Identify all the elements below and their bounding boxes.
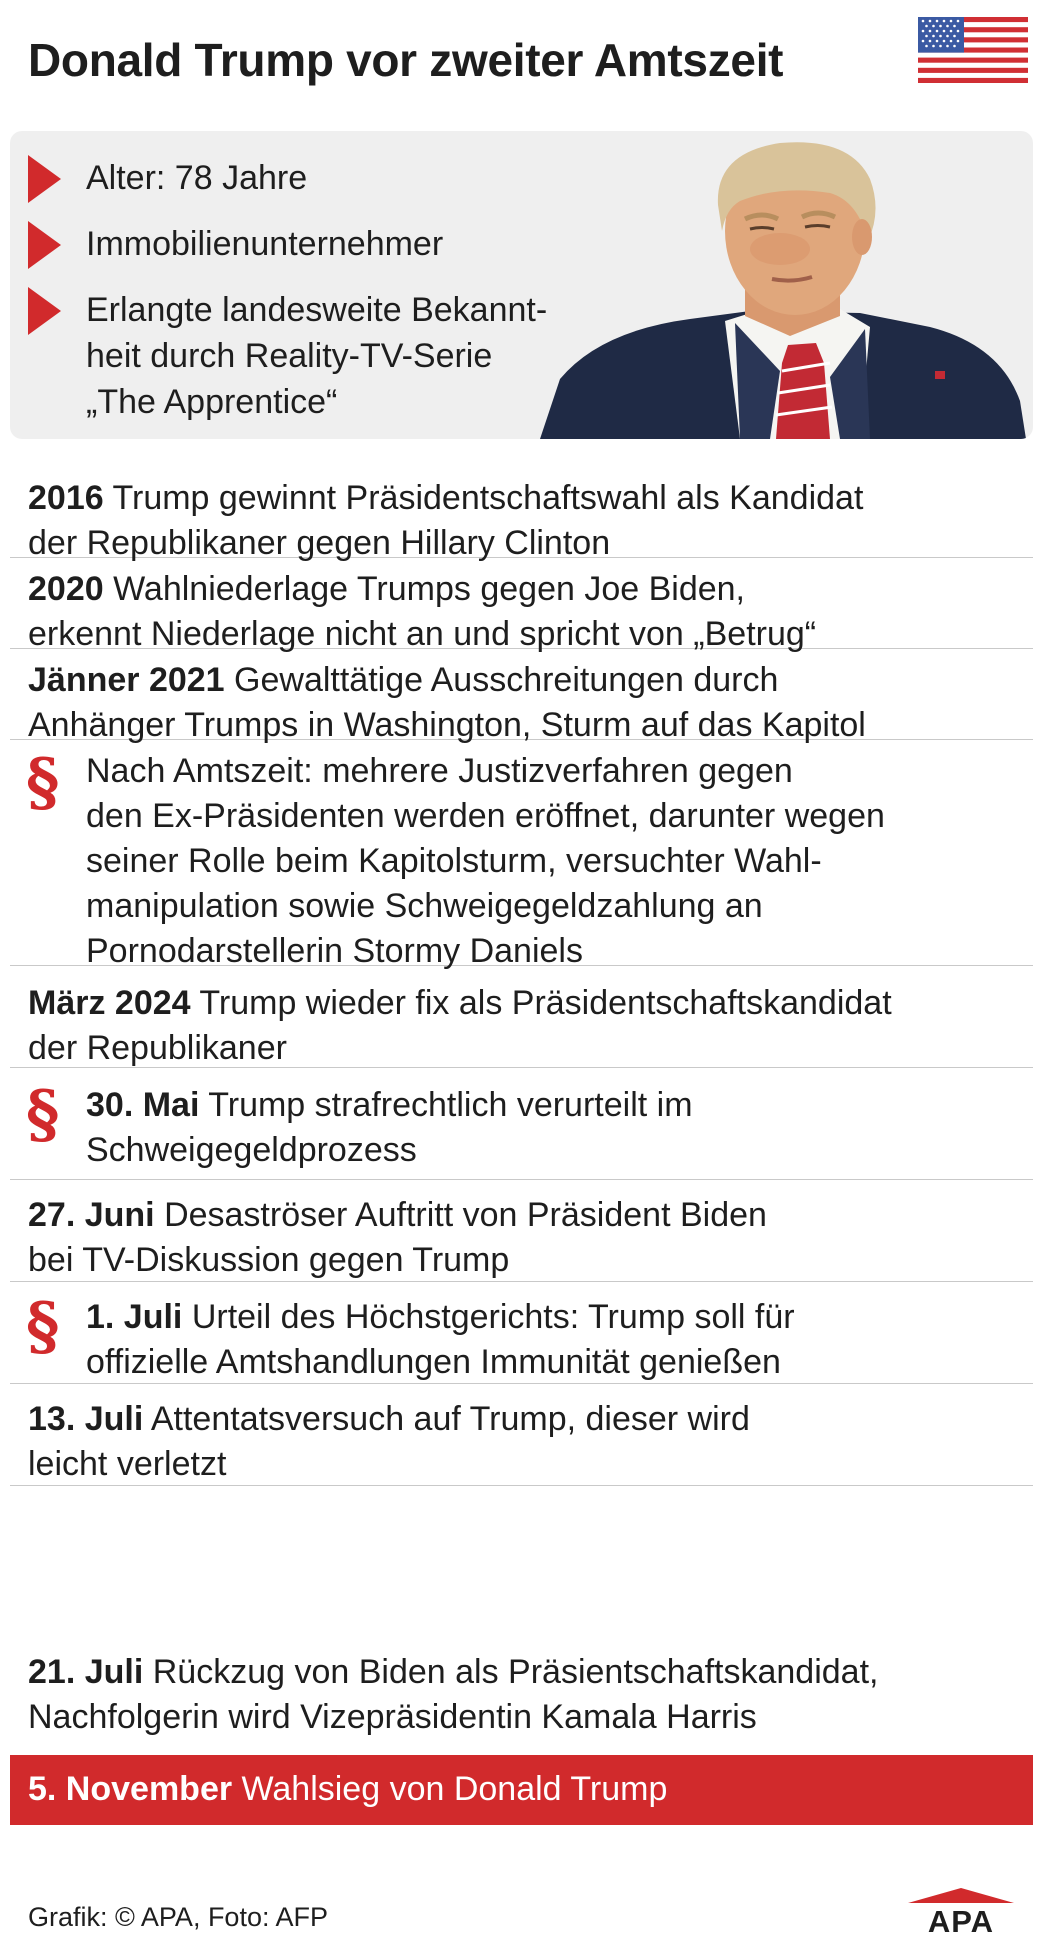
timeline-line	[28, 1397, 1013, 1442]
timeline-line-text: Trump gewinnt Präsidentschaftswahl als Kandidat	[112, 479, 864, 517]
page-title: Donald Trump vor zweiter Amtszeit	[28, 34, 784, 86]
timeline-text	[86, 1295, 1013, 1385]
timeline-text	[28, 658, 1013, 748]
timeline-date: 13. Juli	[28, 1400, 144, 1438]
timeline-line-text: Trump strafrechtlich verurteilt im	[208, 1086, 693, 1124]
timeline-line: der Republikaner	[28, 1029, 287, 1067]
timeline-text	[28, 981, 1013, 1071]
timeline-date: 1. Juli	[86, 1298, 183, 1336]
timeline-date: 2016	[28, 479, 104, 517]
paragraph-icon: §	[26, 1077, 60, 1152]
final-text	[28, 1766, 667, 1812]
timeline-row-jan-2021	[10, 648, 1033, 744]
paragraph-icon: §	[26, 1289, 60, 1364]
fact-line: heit durch Reality-TV-Serie	[86, 337, 493, 375]
trump-portrait	[540, 131, 1033, 439]
timeline-text	[86, 749, 1013, 974]
timeline-line-text: Gewalttätige Ausschreitungen durch	[234, 661, 779, 699]
final-event: Wahlsieg von Donald Trump	[241, 1770, 668, 1808]
timeline-row-2016	[10, 466, 1033, 562]
apa-logo	[902, 1888, 1020, 1934]
timeline-line-text: Desaströser Auftritt von Präsident Biden	[164, 1196, 767, 1234]
triangle-bullet-icon	[28, 221, 61, 269]
timeline-date: 30. Mai	[86, 1086, 200, 1124]
fact-line: Alter: 78 Jahre	[86, 159, 308, 197]
timeline-line: den Ex-Präsidenten werden eröffnet, darunter wegen	[86, 797, 885, 835]
timeline-line: Nachfolgerin wird Vizepräsidentin Kamala Harris	[28, 1698, 757, 1736]
timeline-line	[28, 1650, 1013, 1695]
timeline-line	[28, 658, 1013, 703]
timeline-line: Schweigegeldprozess	[86, 1131, 417, 1169]
timeline-row-21-juli-content	[10, 1636, 1033, 1755]
final-date: 5. November	[28, 1770, 233, 1808]
timeline-line	[28, 981, 1013, 1026]
timeline-line-text: Trump wieder fix als Präsidentschaftskandidat	[199, 984, 892, 1022]
timeline-line	[86, 1083, 1013, 1128]
timeline-line: bei TV-Diskussion gegen Trump	[28, 1241, 510, 1279]
timeline-line: leicht verletzt	[28, 1445, 227, 1483]
timeline-line	[28, 567, 1013, 612]
timeline-line: Pornodarstellerin Stormy Daniels	[86, 932, 583, 970]
timeline-date: 21. Juli	[28, 1653, 144, 1691]
timeline-line: seiner Rolle beim Kapitolsturm, versuchter Wahl-	[86, 842, 822, 880]
timeline-date: März 2024	[28, 984, 191, 1022]
timeline-text	[28, 1193, 1013, 1283]
timeline-text	[86, 1083, 1013, 1173]
timeline-date: Jänner 2021	[28, 661, 225, 699]
triangle-bullet-icon	[28, 155, 61, 203]
us-flag-icon	[918, 17, 1028, 83]
timeline-line-text: Attentatsversuch auf Trump, dieser wird	[150, 1400, 750, 1438]
fact-text	[86, 287, 547, 425]
timeline-text	[28, 1397, 1013, 1487]
credit-line: Grafik: © APA, Foto: AFP	[28, 1902, 328, 1932]
timeline-row-1-juli	[10, 1281, 1033, 1384]
fact-line: „The Apprentice“	[86, 383, 338, 421]
timeline-date: 27. Juni	[28, 1196, 155, 1234]
timeline-line-text: Urteil des Höchstgerichts: Trump soll für	[191, 1298, 795, 1336]
timeline-line: Anhänger Trumps in Washington, Sturm auf das Kapitol	[28, 706, 866, 744]
timeline-line	[86, 1295, 1013, 1340]
svg-text:APA: APA	[927, 1904, 995, 1934]
fact-line: Immobilienunternehmer	[86, 225, 444, 263]
fact-text	[86, 221, 443, 267]
profile-panel	[10, 131, 1033, 439]
timeline-line: erkennt Niederlage nicht an und spricht von „Betrug“	[28, 615, 817, 653]
timeline-line	[28, 476, 1013, 521]
timeline-text	[28, 567, 1013, 657]
timeline-row-2020	[10, 557, 1033, 653]
timeline-row-30-mai	[10, 1067, 1033, 1180]
timeline-text	[28, 1650, 1013, 1740]
triangle-bullet-icon	[28, 287, 61, 335]
timeline-line: der Republikaner gegen Hillary Clinton	[28, 524, 611, 562]
final-highlight-row	[10, 1755, 1033, 1825]
timeline-date: 2020	[28, 570, 104, 608]
timeline-row-legal-proceedings	[10, 739, 1033, 970]
paragraph-icon: §	[26, 745, 60, 820]
timeline-line: manipulation sowie Schweigegeldzahlung an	[86, 887, 763, 925]
fact-line: Erlangte landesweite Bekannt-	[86, 291, 548, 329]
timeline-line-text: Wahlniederlage Trumps gegen Joe Biden,	[113, 570, 745, 608]
timeline-text	[28, 476, 1013, 566]
timeline-line: offizielle Amtshandlungen Immunität genießen	[86, 1343, 781, 1381]
timeline-row-march-2024	[10, 965, 1033, 1068]
timeline-line	[28, 1193, 1013, 1238]
timeline-line: Nach Amtszeit: mehrere Justizverfahren gegen	[86, 752, 793, 790]
timeline-line-text: Rückzug von Biden als Präsientschaftskandidat,	[152, 1653, 879, 1691]
timeline-row-27-juni	[10, 1179, 1033, 1282]
timeline-row-13-juli	[10, 1383, 1033, 1486]
fact-text	[86, 155, 307, 201]
